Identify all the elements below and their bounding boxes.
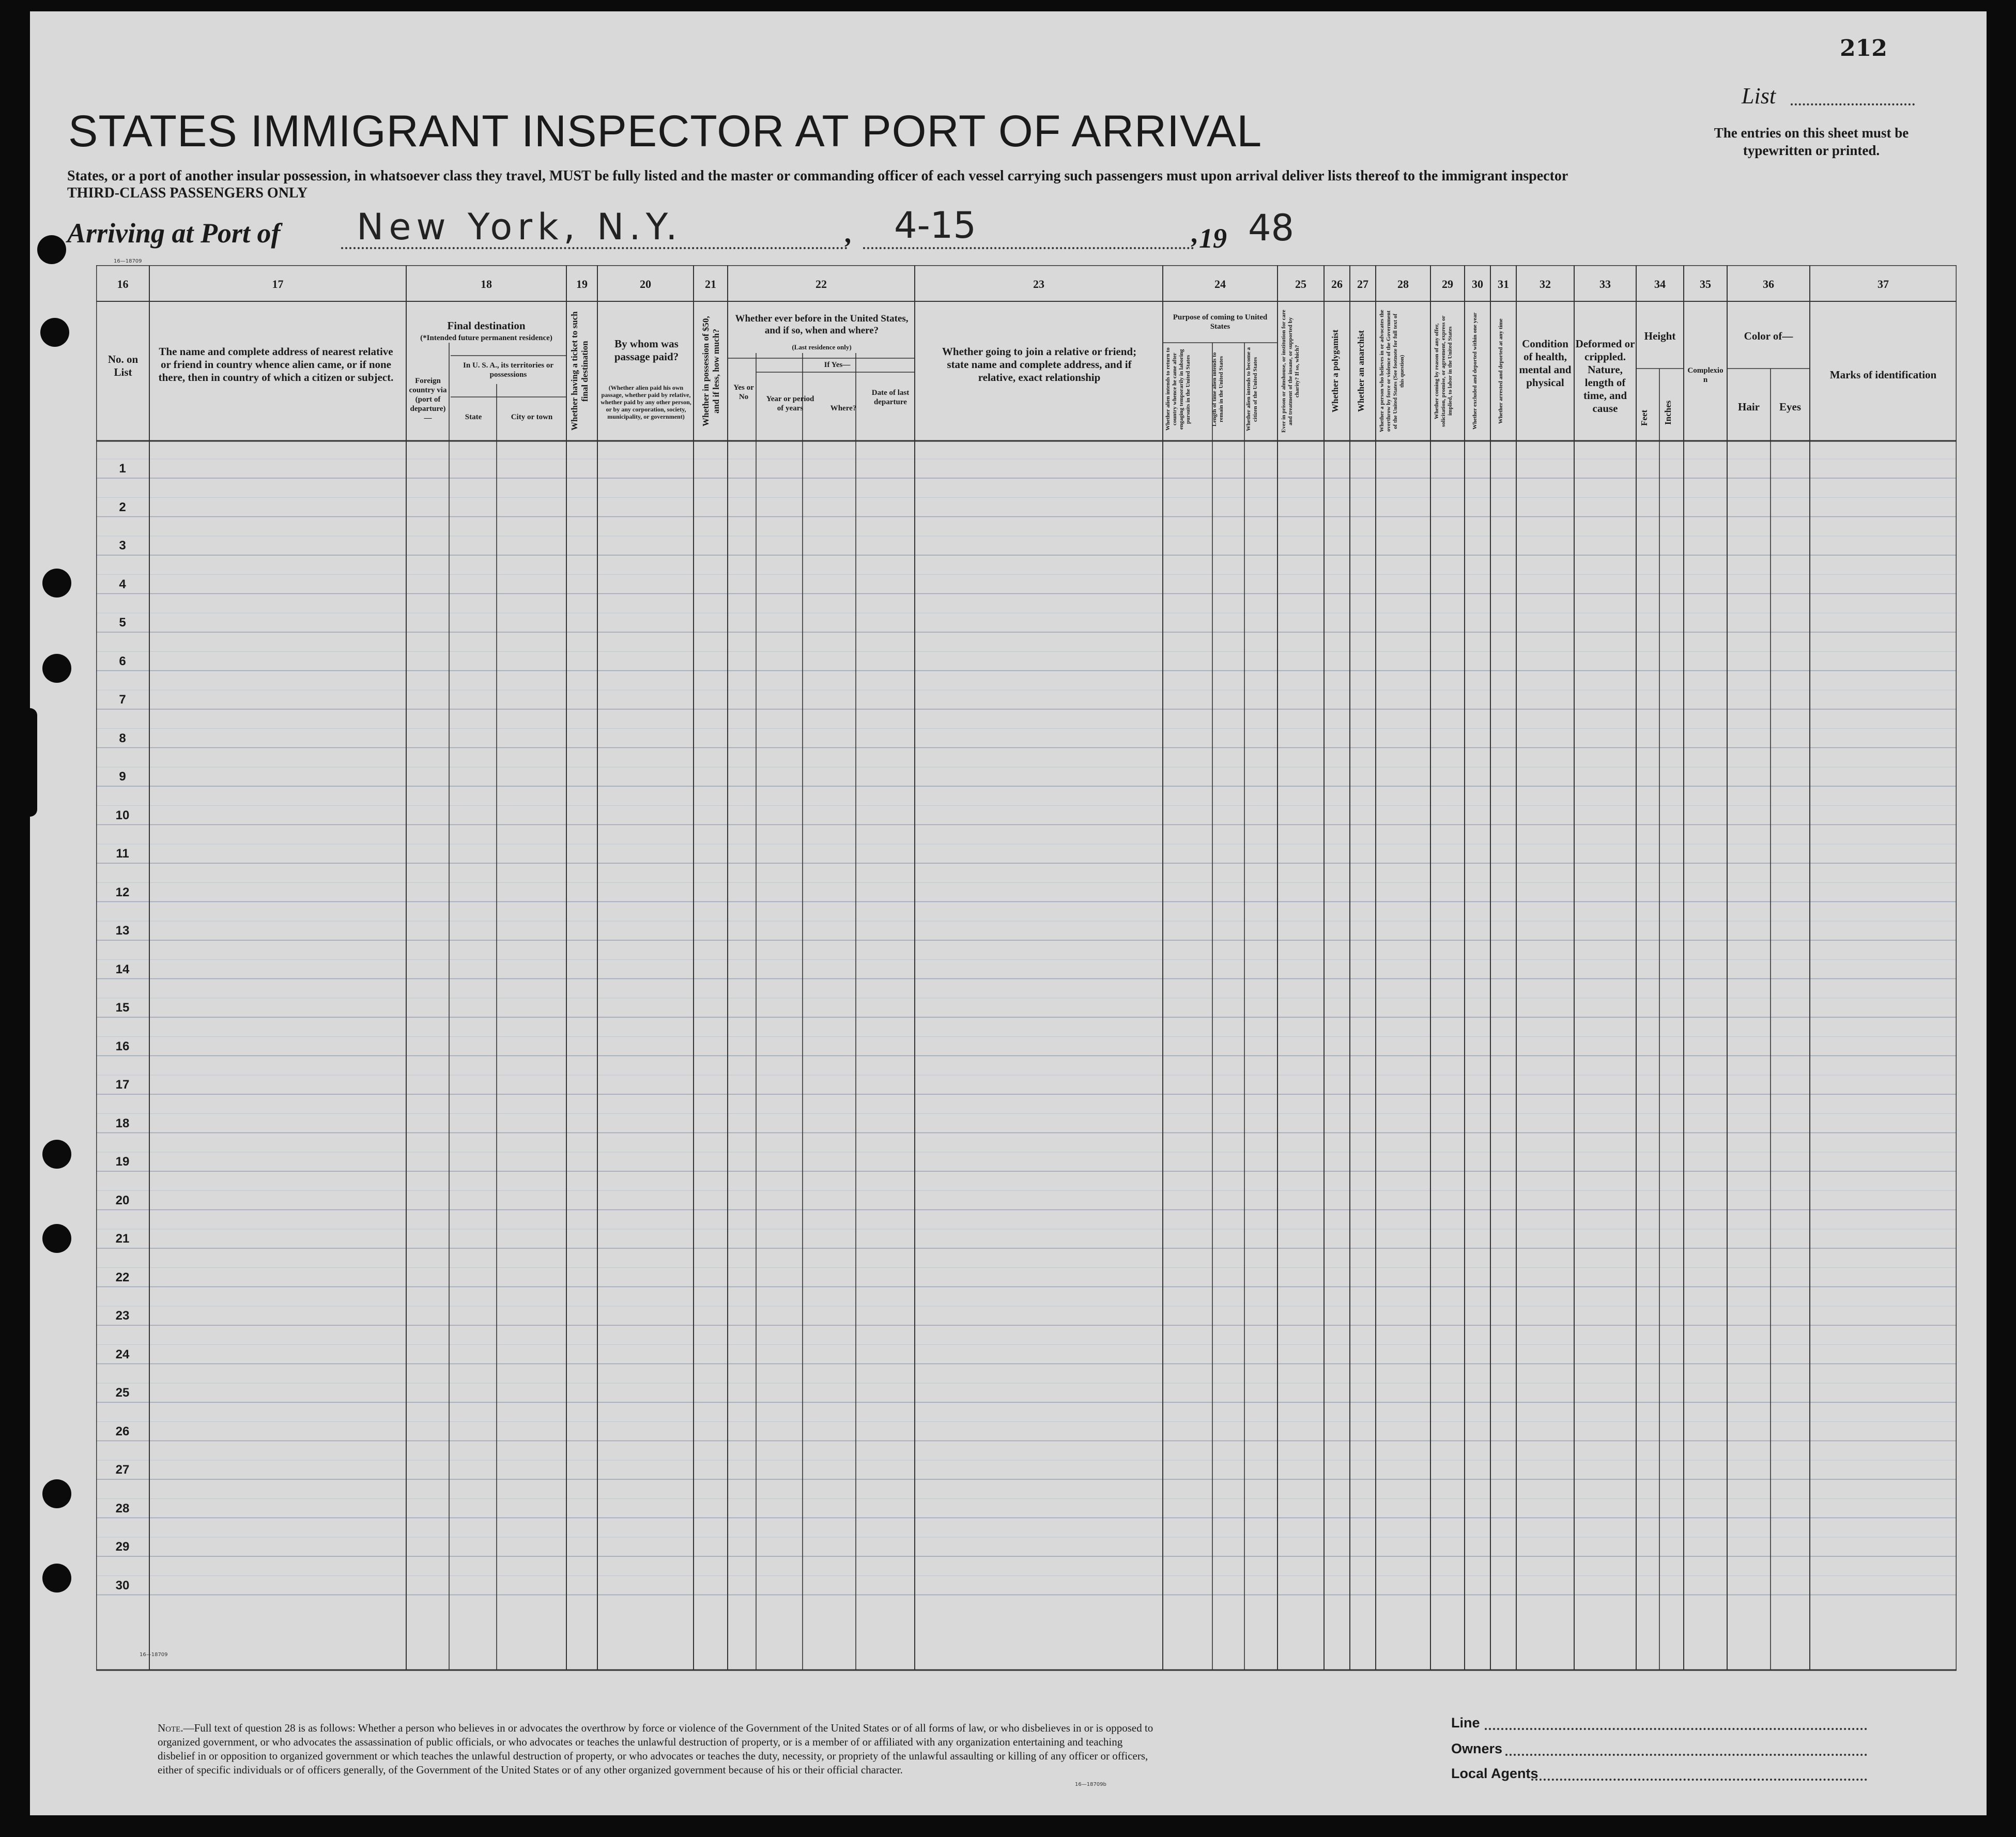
row-number: 30 (115, 1578, 130, 1593)
table-grid (96, 265, 1957, 1672)
header-yes-no: Yes or No (733, 384, 754, 401)
row-number: 23 (115, 1309, 130, 1323)
column-number: 33 (1599, 278, 1611, 290)
binder-hole (42, 654, 71, 683)
form-code-bottom: 16—18709 (140, 1652, 168, 1658)
header-prison: Ever in prison or almshouse, or institution for care and treatment of the insane, or supported by charity? If so, which? (1281, 310, 1300, 433)
column-number: 19 (576, 278, 588, 290)
footer-note-lead: Note. (158, 1722, 183, 1734)
column-number: 28 (1397, 278, 1409, 290)
header-height: Height (1644, 330, 1676, 342)
binder-hole (40, 318, 69, 347)
row-number: 12 (115, 885, 130, 899)
row-number: 5 (119, 616, 126, 630)
column-number: 18 (481, 278, 492, 290)
column-number: 21 (705, 278, 716, 290)
footer-note-text: —Full text of question 28 is as follows: Whether a person who believes in or advocates the overthrow by force or violence of the Government of the United States or of all forms of law, or who disbelieves in or is opposed to organized government, or who advocates the assassination of public officials, or who advocates or teaches the unlawful destruction of property, or is a member of or affiliated with any organization entertaining and teaching disbelief in or opposition to organized government or which teaches the unlawful destruction of property, or who advocates or teaches the duty, necessity, or propriety of the unlawful assaulting or killing of any officer or officers, either of specific individuals or of officers generally, of the Government of the United States or of any other organized government because of his or their official character. (158, 1722, 1153, 1776)
header-eyes: Eyes (1779, 401, 1801, 413)
form-title: STATES IMMIGRANT INSPECTOR AT PORT OF ARRIVAL (68, 106, 1263, 156)
owners-field[interactable] (1505, 1754, 1867, 1756)
owners-label: Owners (1451, 1741, 1503, 1756)
list-number-line (1791, 103, 1915, 105)
header-purpose-return: Whether alien intends to return to country whence he came after engaging temporarily in laboring pursuits in the United States (1165, 347, 1191, 431)
date-line (863, 247, 1194, 249)
torn-edge (23, 708, 37, 817)
header-if-yes: If Yes— (824, 361, 851, 369)
header-where: Where? (830, 404, 857, 412)
header-inches: Inches (1663, 400, 1673, 425)
list-label: List (1742, 83, 1776, 109)
row-number: 24 (115, 1347, 130, 1361)
handwritten-port: New York, N.Y. (357, 206, 683, 248)
column-number: 31 (1498, 278, 1509, 290)
row-number: 2 (119, 500, 126, 514)
row-number: 20 (115, 1193, 130, 1207)
form-subtitle: States, or a port of another insular possession, in whatsoever class they travel, MUST be fully listed and the master or commanding officer of each vessel carrying such passengers must upon arrival deliver lists thereof to the immigrant inspector (67, 168, 1568, 184)
header-passage-paid-note: (Whether alien paid his own passage, whether paid by relative, whether paid by any other person, or by any corporation, society, municipality, or government) (601, 384, 691, 420)
row-number: 11 (116, 847, 129, 861)
year-prefix: 19 (1199, 223, 1227, 254)
header-last-residence: (Last residence only) (792, 343, 852, 351)
row-number: 18 (115, 1116, 130, 1130)
line-field[interactable] (1485, 1728, 1867, 1730)
header-overthrow: Whether a person who believes in or advocates the overthrow by force or violence of the Government of the United States (See footnote for full text of this question) (1379, 310, 1405, 433)
header-nearest-relative: The name and complete address of nearest relative or friend in country whence alien came, or if none there, then in country of which a citizen or subject. (158, 345, 394, 384)
column-number: 17 (272, 278, 284, 290)
column-number: 26 (1331, 278, 1343, 290)
line-label: Line (1451, 1715, 1480, 1731)
header-list-number: No. on List (107, 353, 138, 378)
row-number: 8 (119, 731, 126, 745)
header-deformed: Deformed or crippled. Nature, length of time, and cause (1575, 338, 1635, 415)
row-number: 28 (115, 1501, 130, 1515)
row-number: 9 (119, 770, 126, 784)
column-number: 20 (640, 278, 651, 290)
comma-separator: , (1192, 218, 1199, 249)
handwritten-year: 48 (1248, 207, 1295, 249)
binder-hole (42, 1479, 71, 1508)
row-number: 13 (115, 924, 130, 938)
local-agents-label: Local Agents (1451, 1766, 1538, 1781)
column-number: 27 (1357, 278, 1368, 290)
header-anarchist: Whether an anarchist (1356, 330, 1366, 412)
row-number: 10 (115, 808, 130, 822)
column-number: 25 (1295, 278, 1306, 290)
header-arrested: Whether arrested and deported at any time (1498, 318, 1504, 424)
header-health: Condition of health, mental and physical (1519, 338, 1572, 389)
binder-hole (37, 235, 66, 264)
header-color-of: Color of— (1744, 330, 1793, 342)
header-excluded: Whether excluded and deported within one year (1472, 312, 1478, 430)
column-number: 16 (117, 278, 129, 290)
row-number: 6 (119, 654, 126, 668)
column-number: 30 (1472, 278, 1483, 290)
header-complexion: Complexion (1687, 366, 1723, 384)
handwritten-date: 4-15 (894, 204, 976, 247)
header-city: City or town (511, 413, 553, 421)
row-number: 25 (115, 1386, 130, 1400)
header-ticket: Whether having a ticket to such final destination (570, 311, 590, 431)
row-number: 27 (115, 1463, 130, 1477)
column-number: 24 (1214, 278, 1226, 290)
footer-note (158, 1721, 1160, 1777)
manifest-table (96, 265, 1957, 1672)
column-number: 35 (1700, 278, 1711, 290)
comma-separator: , (845, 218, 853, 249)
row-number: 15 (115, 1001, 130, 1015)
arriving-label: Arriving at Port of (67, 218, 281, 249)
header-usa: In U. S. A., its territories or possessions (463, 361, 553, 379)
row-number: 4 (119, 577, 126, 591)
header-labor-offer: Whether coming by reason of any offer, solicitation, promise, or agreement, express or implied, to labor in the United States (1434, 315, 1453, 427)
row-number: 7 (119, 693, 126, 707)
row-number: 17 (115, 1078, 130, 1092)
header-ever-before-us: Whether ever before in the United States, and if so, when and where? (735, 313, 909, 336)
row-number: 26 (115, 1424, 130, 1438)
header-purpose: Purpose of coming to United States (1173, 313, 1268, 331)
header-hair: Hair (1738, 401, 1760, 413)
header-fifty-dollars: Whether in possession of $50, and if less, how much? (701, 316, 721, 426)
form-code-note: 16—18709b (1075, 1782, 1106, 1787)
header-purpose-length: Length of time alien intends to remain in the United States (1211, 352, 1224, 426)
row-number: 29 (115, 1540, 130, 1554)
row-number: 1 (119, 462, 126, 476)
binder-hole (42, 1564, 71, 1593)
column-number: 29 (1442, 278, 1453, 290)
binder-hole (42, 1140, 71, 1169)
form-code-top: 16—18709 (114, 258, 142, 264)
header-feet: Feet (1639, 409, 1649, 426)
page-number: 212 (1840, 35, 1887, 62)
local-agents-field[interactable] (1531, 1779, 1867, 1781)
row-number: 19 (115, 1155, 130, 1169)
column-number: 32 (1540, 278, 1551, 290)
header-marks: Marks of identification (1829, 369, 1937, 381)
binder-hole (42, 1224, 71, 1253)
row-number: 21 (115, 1232, 130, 1246)
column-number: 37 (1878, 278, 1889, 290)
header-state: State (465, 413, 482, 421)
header-join-relative: Whether going to join a relative or friend; state name and complete address, and if relative, exact relationship (942, 345, 1137, 384)
entries-note: The entries on this sheet must be typewritten or printed. (1714, 125, 1909, 158)
header-final-destination-note: (*Intended future permanent residence) (420, 334, 552, 342)
row-number: 14 (115, 962, 130, 976)
header-passage-paid: By whom was passage paid? (614, 338, 679, 363)
column-number: 22 (815, 278, 827, 290)
column-number: 34 (1654, 278, 1666, 290)
header-purpose-citizen: Whether alien intends to become a citizen of the United States (1245, 347, 1258, 432)
port-line (341, 247, 848, 249)
column-number: 23 (1033, 278, 1044, 290)
column-number: 36 (1763, 278, 1774, 290)
header-date-departure: Date of last departure (871, 389, 910, 406)
row-number: 22 (115, 1270, 130, 1284)
row-number: 16 (115, 1039, 130, 1053)
binder-hole (42, 569, 71, 598)
class-note: THIRD-CLASS PASSENGERS ONLY (67, 185, 308, 201)
header-polygamist: Whether a polygamist (1330, 329, 1340, 413)
row-number: 3 (119, 539, 126, 553)
header-foreign-country: Foreign country via (port of departure)— (409, 377, 447, 422)
header-final-destination: Final destination (447, 319, 526, 332)
header-year-period: Year or period of years (766, 395, 814, 412)
